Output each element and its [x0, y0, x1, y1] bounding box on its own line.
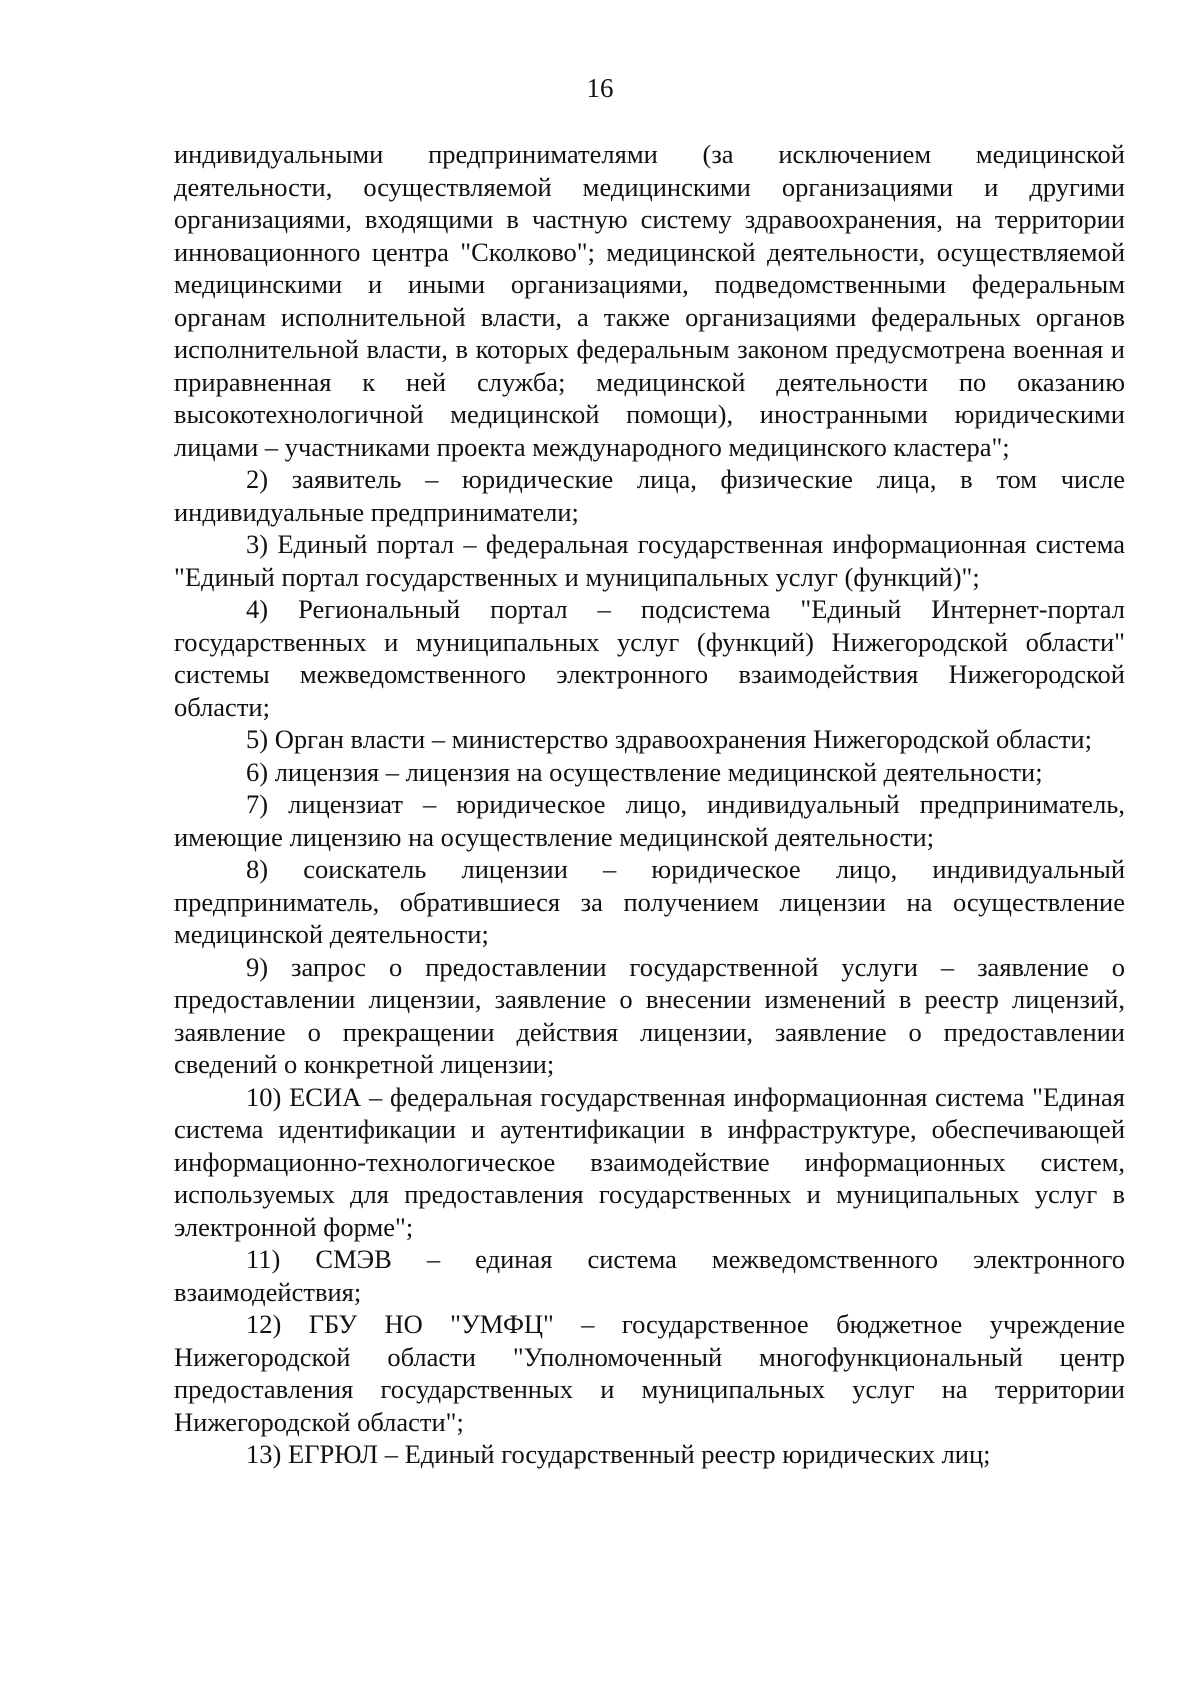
page-number: 16 — [586, 73, 614, 103]
definition-6-license: 6) лицензия – лицензия на осуществление медицинской деятельности; — [246, 756, 1043, 787]
definition-7-licensee: 7) лицензиат – юридическое лицо, индивидуальный предприниматель, имеющие лицензию на осуществление медицинской деятельности; — [174, 789, 1125, 852]
definition-12-gbu-umfc: 12) ГБУ НО "УМФЦ" – государственное бюджетное учреждение Нижегородской области "Уполномоченный многофункциональный центр предоставления государственных и муниципальных услуг на территории Нижегородской области"; — [174, 1309, 1125, 1437]
definition-3-unified-portal: 3) Единый портал – федеральная государственная информационная система "Единый портал государственных и муниципальных услуг (функций)"; — [174, 529, 1125, 592]
definition-9-service-request: 9) запрос о предоставлении государственной услуги – заявление о предоставлении лицензии, заявление о внесении изменений в реестр лицензий, заявление о прекращении действия лицензии, заявление о предоставлении сведений о конкретной лицензии; — [174, 951, 1125, 1079]
definition-11-smev: 11) СМЭВ – единая система межведомственного электронного взаимодействия; — [174, 1244, 1125, 1307]
definition-2-applicant: 2) заявитель – юридические лица, физические лица, в том числе индивидуальные предприниматели; — [174, 464, 1125, 527]
definition-4-regional-portal: 4) Региональный портал – подсистема "Единый Интернет-портал государственных и муниципальных услуг (функций) Нижегородской области" системы межведомственного электронного взаимодействия Нижегородской области; — [174, 594, 1125, 722]
definition-10-esia: 10) ЕСИА – федеральная государственная информационная система "Единая система идентификации и аутентификации в инфраструктуре, обеспечивающей информационно-технологическое взаимодействие информационных систем, используемых для предоставления государственных и муниципальных услуг в электронной форме"; — [174, 1081, 1125, 1242]
definition-13-egrul: 13) ЕГРЮЛ – Единый государственный реестр юридических лиц; — [246, 1439, 991, 1469]
paragraph-continuation: индивидуальными предпринимателями (за исключением медицинской деятельности, осуществляемой медицинскими организациями и другими организациями, входящими в частную систему здравоохранения, на территории инновационного центра "Сколково"; медицинской деятельности, осуществляемой медицинскими и иными организациями, подведомственными федеральным органам исполнительной власти, а также организациями федеральных органов исполнительной власти, в которых федеральным законом предусмотрена военная и приравненная к ней служба; медицинской деятельности по оказанию высокотехнологичной медицинской помощи), иностранными юридическими лицами – участниками проекта международного медицинского кластера"; — [174, 139, 1125, 462]
definition-8-license-applicant: 8) соискатель лицензии – юридическое лицо, индивидуальный предприниматель, обратившиеся за получением лицензии на осуществление медицинской деятельности; — [174, 854, 1125, 949]
definition-5-authority: 5) Орган власти – министерство здравоохранения Нижегородской области; — [246, 724, 1092, 754]
document-body — [174, 138, 1125, 1471]
